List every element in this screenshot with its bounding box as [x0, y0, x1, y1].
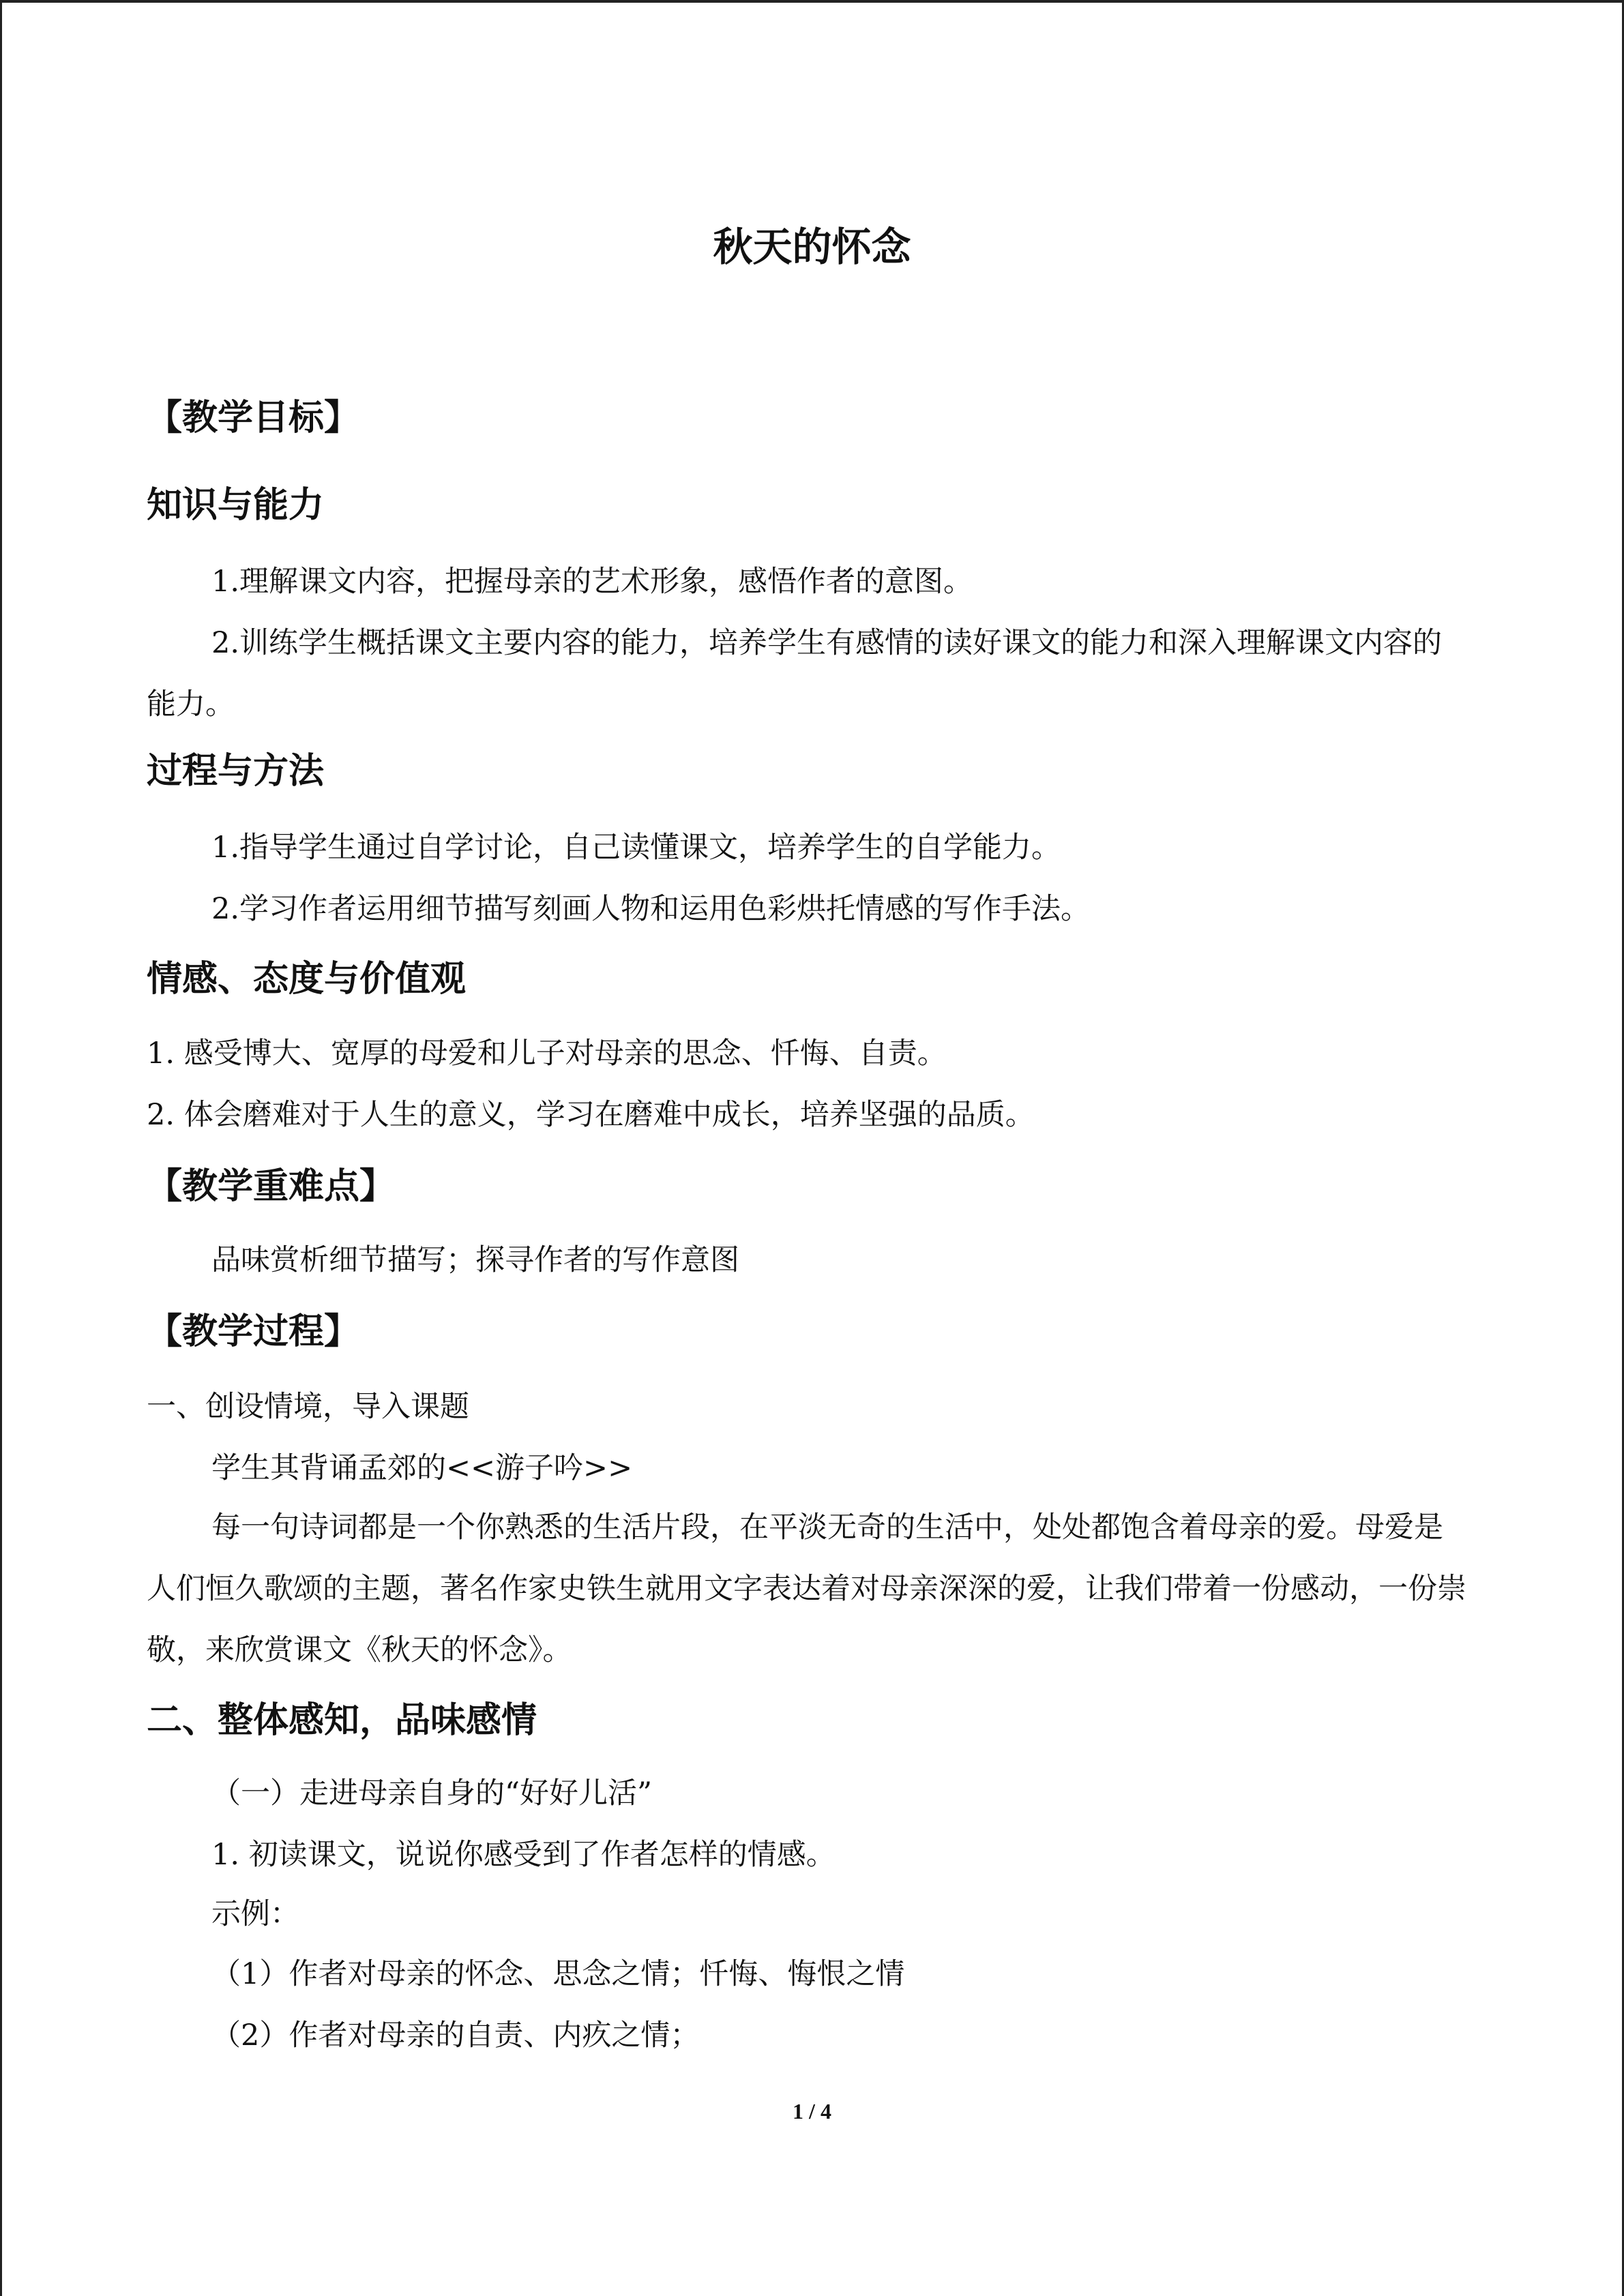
part2-example-2: （2）作者对母亲的自责、内疚之情； [211, 2018, 700, 2053]
teaching-process-heading: 【教学过程】 [147, 1311, 360, 1352]
part1-line1: 学生其背诵孟郊的<<游子吟>> [211, 1451, 633, 1485]
process-method-heading: 过程与方法 [147, 751, 325, 792]
objectives-heading: 【教学目标】 [147, 398, 360, 438]
emotion-heading: 情感、态度与价值观 [147, 959, 467, 1000]
knowledge-item-1: 1.理解课文内容，把握母亲的艺术形象，感悟作者的意图。 [211, 565, 973, 599]
part2-example-1: （1）作者对母亲的怀念、思念之情；忏悔、悔恨之情 [211, 1957, 905, 1991]
part2-example-label: 示例： [211, 1897, 299, 1931]
part2-heading: 二、整体感知，品味感情 [147, 1700, 537, 1741]
part1-heading: 一、创设情境，导入课题 [147, 1390, 469, 1424]
key-points-heading: 【教学重难点】 [147, 1166, 396, 1207]
knowledge-item-2: 2.训练学生概括课文主要内容的能力，培养学生有感情的读好课文的能力和深入理解课文内容的能力。 [147, 626, 1443, 721]
page-title: 秋天的怀念 [713, 224, 911, 270]
part1-paragraph: 每一句诗词都是一个你熟悉的生活片段，在平淡无奇的生活中，处处都饱含着母亲的爱。母爱是人们恒久歌颂的主题，著名作家史铁生就用文字表达着对母亲深深的爱，让我们带着一份感动，一份崇敬，来欣赏课文《秋天的怀念》。 [147, 1510, 1466, 1667]
part2-question1: 1. 初读课文，说说你感受到了作者怎样的情感。 [211, 1838, 836, 1872]
knowledge-heading: 知识与能力 [147, 485, 325, 526]
key-points-text: 品味赏析细节描写；探寻作者的写作意图 [211, 1243, 739, 1277]
emotion-item-2: 2. 体会磨难对于人生的意义，学习在磨难中成长，培养坚强的品质。 [147, 1098, 1035, 1132]
process-method-item-1: 1.指导学生通过自学讨论，自己读懂课文，培养学生的自学能力。 [211, 831, 1061, 865]
part2-sub1: （一）走进母亲自身的“好好儿活” [211, 1776, 652, 1810]
process-method-item-2: 2.学习作者运用细节描写刻画人物和运用色彩烘托情感的写作手法。 [211, 892, 1091, 926]
page-number: 1 / 4 [793, 2099, 831, 2123]
emotion-item-1: 1. 感受博大、宽厚的母爱和儿子对母亲的思念、忏悔、自责。 [147, 1037, 947, 1071]
